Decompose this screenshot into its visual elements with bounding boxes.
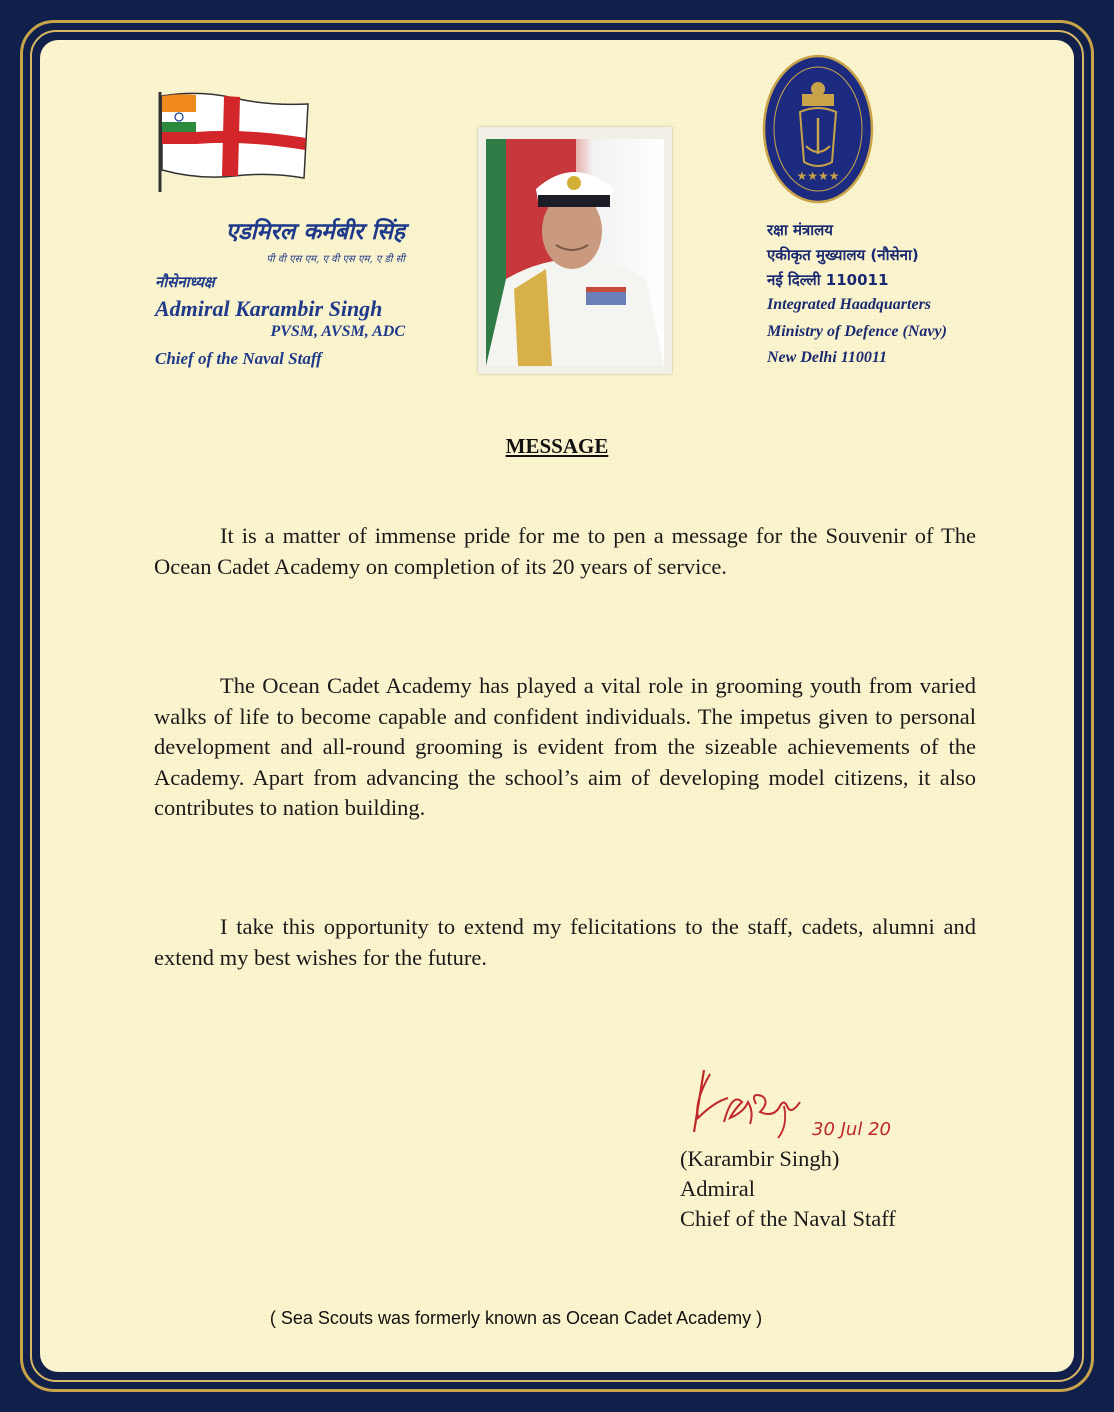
message-paragraph-3: I take this opportunity to extend my felicitations to the staff, cadets, alumni and extend my best wishes for the future. [154,914,976,970]
address-english-line1: Integrated Haadquarters [767,296,932,313]
signatory-name: (Karambir Singh) [680,1146,840,1171]
admiral-portrait-icon [486,139,664,366]
message-heading: MESSAGE [505,434,609,458]
footer-note: ( Sea Scouts was formerly known as Ocean Cadet Academy ) [269,1308,763,1328]
message-paragraph-2: The Ocean Cadet Academy has played a vital role in grooming youth from varied walks of life to become capable and confident individuals. The impetus given to personal development and all-round grooming is evident from the sizeable achievements of the Academy. Apart from advancing the school’s aim of developing model citizens, it also contributes to nation building. [154,673,976,820]
naval-chief-emblem-icon [762,54,874,204]
hindi-title: नौसेनाध्यक्ष [155,273,215,291]
address-hindi-line1: रक्षा मंत्रालय [767,221,834,239]
portrait-photo [478,127,672,374]
english-title: Chief of the Naval Staff [155,349,322,368]
signatory-title: Chief of the Naval Staff [680,1206,896,1231]
signatory-rank: Admiral [680,1176,755,1201]
handwritten-signature [684,1062,814,1142]
signature-date: 30 Jul 20 [812,1119,891,1140]
message-paragraph-1: It is a matter of immense pride for me to pen a message for the Souvenir of The Ocean Cadet Academy on completion of its 20 years of service. [154,523,976,579]
hindi-name: एडमिरल कर्मबीर सिंह [225,218,405,245]
address-english-line2: Ministry of Defence (Navy) [767,323,947,340]
address-hindi-line2: एकीकृत मुख्यालय (नौसेना) [767,246,919,264]
naval-ensign-flag-icon [154,88,314,198]
english-name: Admiral Karambir Singh [155,296,383,321]
english-awards: PVSM, AVSM, ADC [270,323,405,340]
address-hindi-line3: नई दिल्ली 110011 [767,271,889,289]
hindi-awards: पी वी एस एम, ए वी एस एम, ए डी सी [266,254,405,265]
svg-text:★★★★: ★★★★ [796,169,840,183]
address-english-line3: New Delhi 110011 [767,349,888,366]
